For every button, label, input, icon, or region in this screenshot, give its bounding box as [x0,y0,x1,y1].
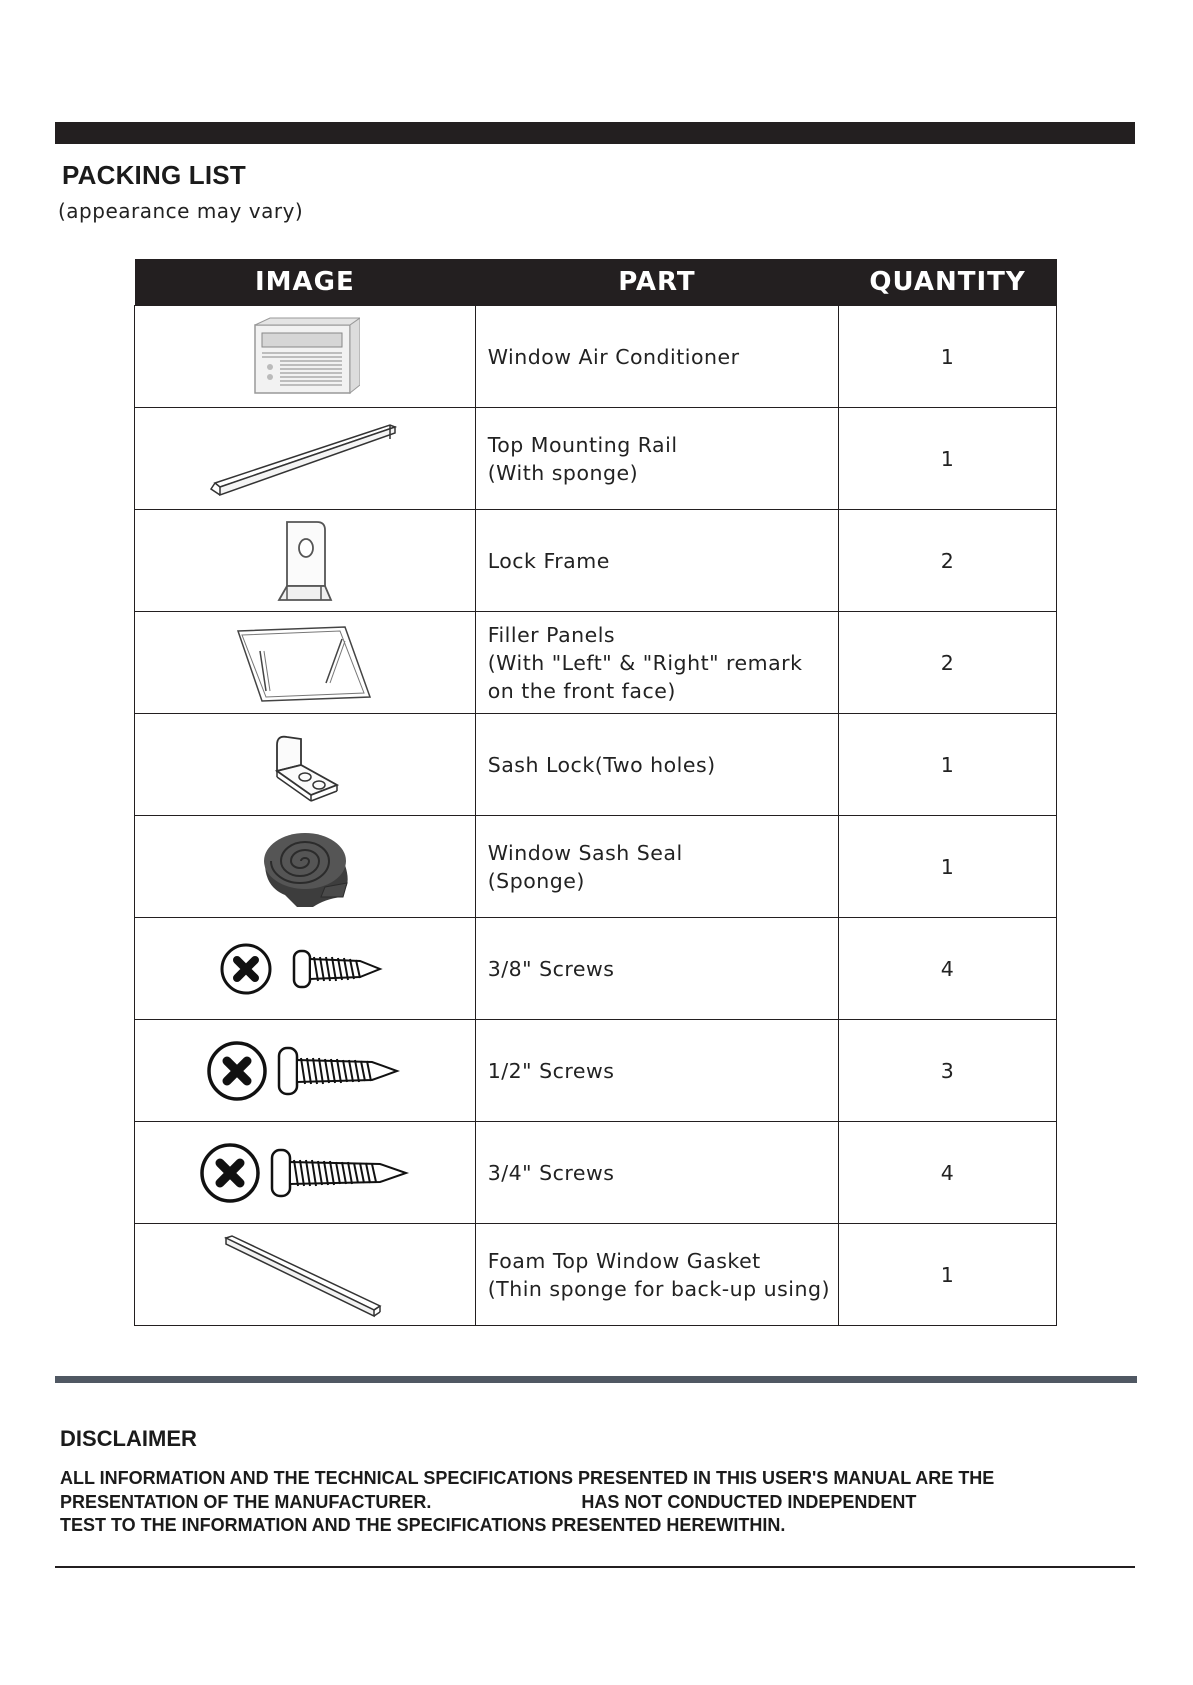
image-cell [135,306,476,408]
quantity-cell: 1 [839,714,1057,816]
column-header-quantity: QUANTITY [839,259,1057,306]
screw-medium-icon [207,1038,403,1104]
part-cell [475,1020,838,1122]
table-row [135,1224,1057,1326]
part-cell [475,714,838,816]
part-cell [475,306,838,408]
part-name: Sash Lock(Two holes) [487,752,716,777]
part-cell [475,408,838,510]
part-note: on the front face) [487,678,676,703]
packing-list-table [134,259,1057,1326]
part-name: 3/4" Screws [487,1160,615,1185]
part-name: Filler Panels [487,622,616,647]
part-name: Window Air Conditioner [487,344,740,369]
air-conditioner-icon [250,315,360,399]
disclaimer-title: DISCLAIMER [60,1426,197,1451]
section-divider-bar [55,1376,1137,1383]
table-row [135,816,1057,918]
sash-lock-icon [255,723,355,807]
image-cell [135,612,476,714]
part-cell [475,510,838,612]
quantity-cell: 1 [839,1224,1057,1326]
part-cell [475,816,838,918]
disclaimer-text [60,1467,1140,1538]
part-name: Top Mounting Rail [487,432,678,457]
table-header-row [135,259,1057,306]
table-row [135,1122,1057,1224]
disclaimer-line: PRESENTATION OF THE MANUFACTURER. HAS NOT CONDUCTED INDEPENDENT [60,1491,917,1512]
part-cell [475,1122,838,1224]
part-name: 1/2" Screws [487,1058,615,1083]
table-row [135,714,1057,816]
image-cell [135,1122,476,1224]
page-title: PACKING LIST [62,160,246,190]
part-note: (With sponge) [487,460,639,485]
part-cell [475,918,838,1020]
quantity-cell: 1 [839,816,1057,918]
quantity-cell: 1 [839,306,1057,408]
screw-large-icon [200,1140,410,1206]
part-name: Foam Top Window Gasket [487,1248,761,1273]
table-row [135,612,1057,714]
sash-seal-icon [255,825,355,909]
quantity-cell: 2 [839,612,1057,714]
quantity-cell: 4 [839,1122,1057,1224]
table-row [135,918,1057,1020]
page-subtitle: (appearance may vary) [58,199,304,223]
column-header-part: PART [475,259,838,306]
foam-gasket-icon [220,1230,390,1320]
table-row [135,1020,1057,1122]
part-note: (With "Left" & "Right" remark [487,650,803,675]
image-cell [135,1224,476,1326]
part-name: Window Sash Seal [487,840,683,865]
image-cell [135,816,476,918]
screw-small-icon [220,939,390,999]
quantity-cell: 1 [839,408,1057,510]
disclaimer-line: ALL INFORMATION AND THE TECHNICAL SPECIFICATIONS PRESENTED IN THIS USER'S MANUAL ARE THE [60,1468,995,1488]
image-cell [135,714,476,816]
disclaimer-line: TEST TO THE INFORMATION AND THE SPECIFICATIONS PRESENTED HEREWITHIN. [60,1515,786,1535]
part-note: (Thin sponge for back-up using) [487,1276,830,1301]
quantity-cell: 4 [839,918,1057,1020]
part-name: 3/8" Screws [487,956,615,981]
top-divider-bar [55,122,1135,144]
quantity-cell: 3 [839,1020,1057,1122]
table-row [135,408,1057,510]
table-row [135,306,1057,408]
quantity-cell: 2 [839,510,1057,612]
filler-panels-icon [230,621,380,705]
table-row [135,510,1057,612]
image-cell [135,1020,476,1122]
part-cell [475,612,838,714]
column-header-image: IMAGE [135,259,476,306]
image-cell [135,918,476,1020]
part-name: Lock Frame [487,548,610,573]
lock-frame-icon [265,514,345,608]
image-cell [135,408,476,510]
mounting-rail-icon [205,417,405,501]
part-note: (Sponge) [487,868,585,893]
part-cell [475,1224,838,1326]
image-cell [135,510,476,612]
bottom-divider-line [55,1566,1135,1568]
